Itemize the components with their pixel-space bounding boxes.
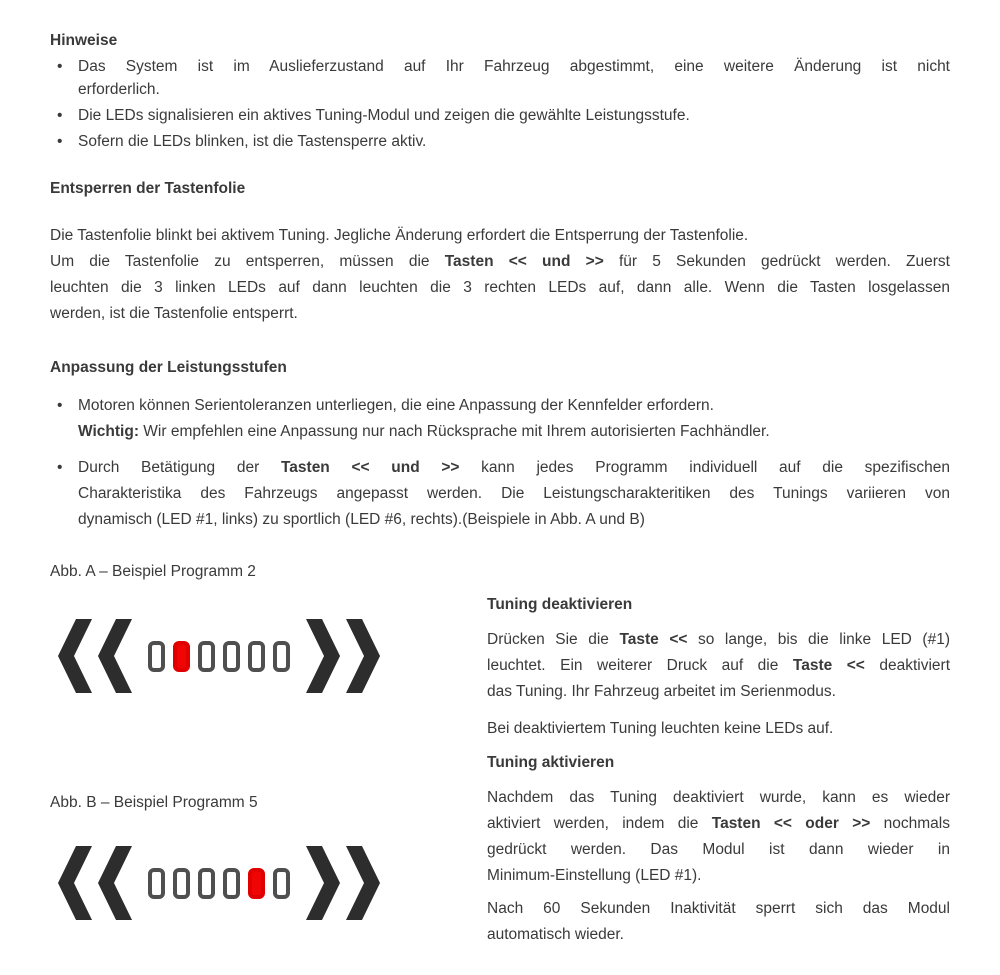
text-segment-bold: Tasten << oder >>	[711, 815, 871, 832]
hinweise-bullet-list	[50, 55, 950, 153]
text-segment: Nach 60 Sekunden Inaktivität sperrt sich das Modul	[487, 900, 950, 917]
bullet-marker: •	[57, 58, 63, 75]
bullet-text	[78, 55, 950, 101]
text-line	[50, 249, 950, 275]
figure-a-label: Abb. A – Beispiel Programm 2	[50, 563, 256, 580]
text-segment-bold: Taste <<	[792, 657, 865, 674]
text-segment: Die LEDs signalisieren ein aktives Tuning-Modul und zeigen die gewählte Leistungsstufe.	[78, 107, 690, 124]
text-segment: Nachdem das Tuning deaktiviert wurde, kann es wieder	[487, 789, 950, 806]
text-line	[487, 679, 950, 705]
text-line	[50, 275, 950, 301]
text-segment-bold: Tasten << und >>	[444, 253, 604, 270]
text-segment: nochmals	[870, 815, 950, 832]
text-line	[487, 653, 950, 679]
text-line	[487, 922, 950, 948]
text-line	[78, 130, 950, 153]
bullet-item	[50, 130, 950, 153]
figure-b-label: Abb. B – Beispiel Programm 5	[50, 794, 258, 811]
text-segment: Bei deaktiviertem Tuning leuchten keine LEDs auf.	[487, 720, 834, 737]
bullet-item	[50, 104, 950, 127]
bullet-text	[78, 130, 950, 153]
text-segment: Charakteristika des Fahrzeugs angepasst werden. Die Leistungscharakteritiken des Tunings variieren von	[78, 485, 950, 502]
heading-tuning-aktivieren: Tuning aktivieren	[487, 754, 615, 771]
entsperren-paragraph	[50, 223, 950, 327]
led-off-icon	[148, 868, 165, 899]
bullet-item	[50, 55, 950, 101]
deaktivieren-note	[487, 716, 950, 742]
text-segment: deaktiviert	[864, 657, 950, 674]
heading-entsperren: Entsperren der Tastenfolie	[50, 180, 246, 197]
text-line	[78, 507, 950, 533]
bullet-text	[78, 455, 950, 533]
text-line	[78, 104, 950, 127]
text-segment-bold: Tasten << und >>	[280, 459, 460, 476]
text-line	[487, 716, 950, 742]
chevron-right-double-icon	[306, 619, 380, 693]
led-row	[148, 868, 290, 899]
led-off-icon	[273, 641, 290, 672]
text-segment: leuchtet. Ein weiterer Druck auf die	[487, 657, 793, 674]
led-active-icon	[248, 868, 265, 899]
led-off-icon	[148, 641, 165, 672]
bullet-marker: •	[57, 459, 63, 476]
led-off-icon	[223, 868, 240, 899]
bullet-text	[78, 104, 950, 127]
text-segment: leuchten die 3 linken LEDs auf dann leuchten die 3 rechten LEDs auf, dann alle. Wenn die Tasten losgelassen	[50, 279, 950, 296]
led-off-icon	[223, 641, 240, 672]
text-segment-bold: Taste <<	[619, 631, 688, 648]
text-line	[487, 811, 950, 837]
heading-anpassung: Anpassung der Leistungsstufen	[50, 359, 287, 376]
text-line	[487, 785, 950, 811]
text-line	[487, 863, 950, 889]
led-off-icon	[198, 868, 215, 899]
text-segment: das Tuning. Ihr Fahrzeug arbeitet im Serienmodus.	[487, 683, 836, 700]
chevron-left-double-icon	[58, 619, 132, 693]
deaktivieren-paragraph	[487, 627, 950, 705]
figure-column	[50, 561, 487, 948]
text-segment: gedrückt werden. Das Modul ist dann wieder in	[487, 841, 950, 858]
chevron-left-double-icon	[58, 846, 132, 920]
text-segment: kann jedes Programm individuell auf die spezifischen	[459, 459, 950, 476]
text-segment: Um die Tastenfolie zu entsperren, müssen die	[50, 253, 445, 270]
text-segment: Das System ist im Auslieferzustand auf Ihr Fahrzeug abgestimmt, eine weitere Änderung ist nicht	[78, 58, 950, 75]
bullet-text	[78, 393, 950, 445]
instructions-column	[487, 595, 950, 948]
text-line	[78, 419, 950, 445]
text-line	[50, 223, 950, 249]
figure-a-led-display	[58, 619, 487, 693]
bottom-region	[50, 561, 950, 948]
aktivieren-paragraph	[487, 785, 950, 889]
text-segment: dynamisch (LED #1, links) zu sportlich (LED #6, rechts).(Beispiele in Abb. A und B)	[78, 511, 645, 528]
bullet-marker: •	[57, 133, 63, 150]
text-segment: so lange, bis die linke LED (#1)	[687, 631, 950, 648]
bullet-item	[50, 393, 950, 445]
text-line	[78, 393, 950, 419]
led-row	[148, 641, 290, 672]
led-off-icon	[248, 641, 265, 672]
text-segment-bold: Wichtig:	[78, 423, 139, 440]
anpassung-bullet-list	[50, 393, 950, 533]
text-segment: Wir empfehlen eine Anpassung nur nach Rücksprache mit Ihrem autorisierten Fachhändler.	[139, 423, 770, 440]
chevron-right-double-icon	[306, 846, 380, 920]
text-line	[78, 55, 950, 78]
text-line	[78, 481, 950, 507]
figure-b-led-display	[58, 846, 487, 920]
text-line	[487, 627, 950, 653]
text-line	[50, 301, 950, 327]
aktivieren-note	[487, 896, 950, 948]
bullet-marker: •	[57, 107, 63, 124]
text-line	[487, 896, 950, 922]
heading-hinweise: Hinweise	[50, 32, 118, 49]
text-segment: erforderlich.	[78, 81, 160, 98]
text-segment: werden, ist die Tastenfolie entsperrt.	[50, 305, 298, 322]
led-off-icon	[173, 868, 190, 899]
led-off-icon	[273, 868, 290, 899]
text-segment: aktiviert werden, indem die	[487, 815, 712, 832]
led-off-icon	[198, 641, 215, 672]
bullet-item	[50, 455, 950, 533]
text-segment: automatisch wieder.	[487, 926, 624, 943]
text-segment: Sofern die LEDs blinken, ist die Tastensperre aktiv.	[78, 133, 427, 150]
heading-tuning-deaktivieren: Tuning deaktivieren	[487, 596, 633, 613]
text-line	[487, 837, 950, 863]
bullet-marker: •	[57, 397, 63, 414]
text-segment: Minimum-Einstellung (LED #1).	[487, 867, 702, 884]
text-line	[78, 78, 950, 101]
text-segment: Motoren können Serientoleranzen unterliegen, die eine Anpassung der Kennfelder erfordern.	[78, 397, 714, 414]
text-segment: für 5 Sekunden gedrückt werden. Zuerst	[603, 253, 950, 270]
text-segment: Die Tastenfolie blinkt bei aktivem Tuning. Jegliche Änderung erfordert die Entsperrung der Tastenfolie.	[50, 227, 749, 244]
text-segment: Drücken Sie die	[487, 631, 620, 648]
text-segment: Durch Betätigung der	[78, 459, 281, 476]
text-line	[78, 455, 950, 481]
led-active-icon	[173, 641, 190, 672]
